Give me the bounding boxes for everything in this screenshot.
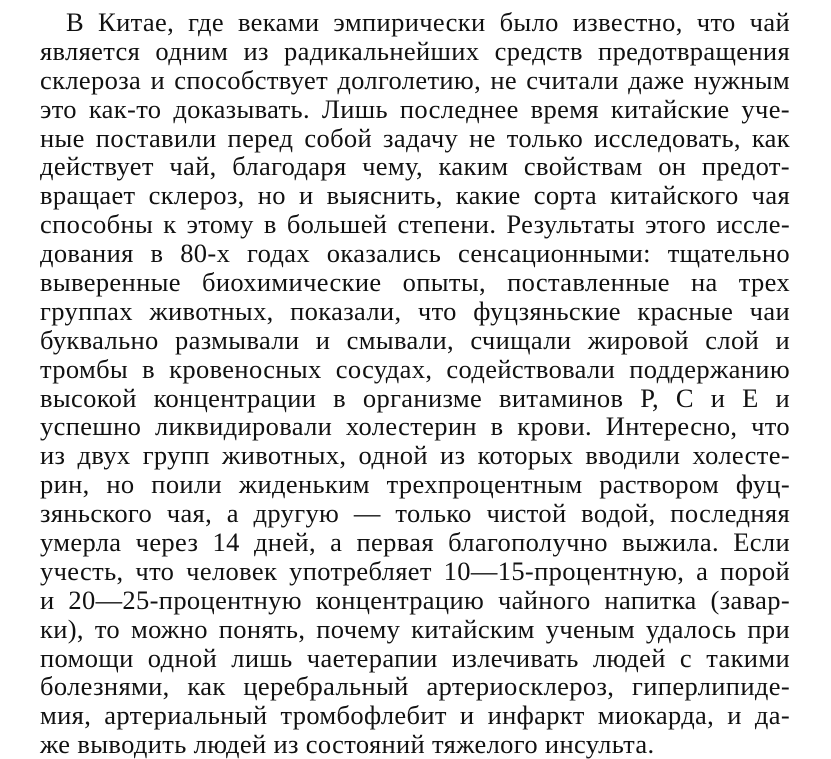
text-line: болезнями, как церебральный артериосклероз, гиперлипиде-: [40, 671, 790, 702]
text-line: выверенные биохимические опыты, поставленные на трех: [40, 267, 790, 298]
text-line: помощи одной лишь чаетерапии излечивать людей с такими: [40, 642, 790, 673]
text-line: умерла через 14 дней, а первая благополучно выжила. Если: [40, 527, 790, 558]
text-line: успешно ликвидировали холестерин в крови. Интересно, что: [40, 411, 790, 442]
text-line: ки), то можно понять, почему китайским ученым удалось при: [40, 613, 790, 644]
text-line: же выводить людей из состояний тяжелого инсульта.: [40, 729, 655, 759]
text-line: действует чай, благодаря чему, каким свойствам он предот-: [40, 151, 790, 182]
text-line: учесть, что человек употребляет 10—15-процентную, а порой: [40, 555, 790, 586]
text-line: В Китае, где веками эмпирически было известно, что чай: [66, 7, 790, 37]
text-line: и 20—25-процентную концентрацию чайного напитка (завар-: [40, 584, 790, 615]
text-line: зяньского чая, а другую — только чистой водой, последняя: [40, 498, 790, 529]
text-line: склероза и способствует долголетию, не считали даже нужным: [40, 64, 790, 95]
text-line: является одним из радикальнейших средств предотвращения: [40, 35, 790, 66]
text-line: способны к этому в большей степени. Результаты этого иссле-: [40, 209, 790, 240]
body-paragraph: [40, 8, 790, 759]
text-line: тромбы в кровеносных сосудах, содействовали поддержанию: [40, 353, 790, 384]
text-line: вращает склероз, но и выяснить, какие сорта китайского чая: [40, 180, 790, 211]
text-line: из двух групп животных, одной из которых вводили холесте-: [40, 440, 790, 471]
text-line: высокой концентрации в организме витаминов Р, С и Е и: [40, 382, 790, 413]
text-line: рин, но поили жиденьким трехпроцентным раствором фуц-: [40, 469, 790, 500]
text-line: группах животных, показали, что фуцзяньские красные чаи: [40, 295, 790, 326]
text-line: ные поставили перед собой задачу не только исследовать, как: [40, 122, 790, 153]
text-line: это как-то доказывать. Лишь последнее время китайские уче-: [40, 93, 790, 124]
text-line: мия, артериальный тромбофлебит и инфаркт миокарда, и да-: [40, 700, 790, 731]
text-line: буквально размывали и смывали, счищали жировой слой и: [40, 324, 790, 355]
text-line: дования в 80-х годах оказались сенсационными: тщательно: [40, 238, 790, 269]
